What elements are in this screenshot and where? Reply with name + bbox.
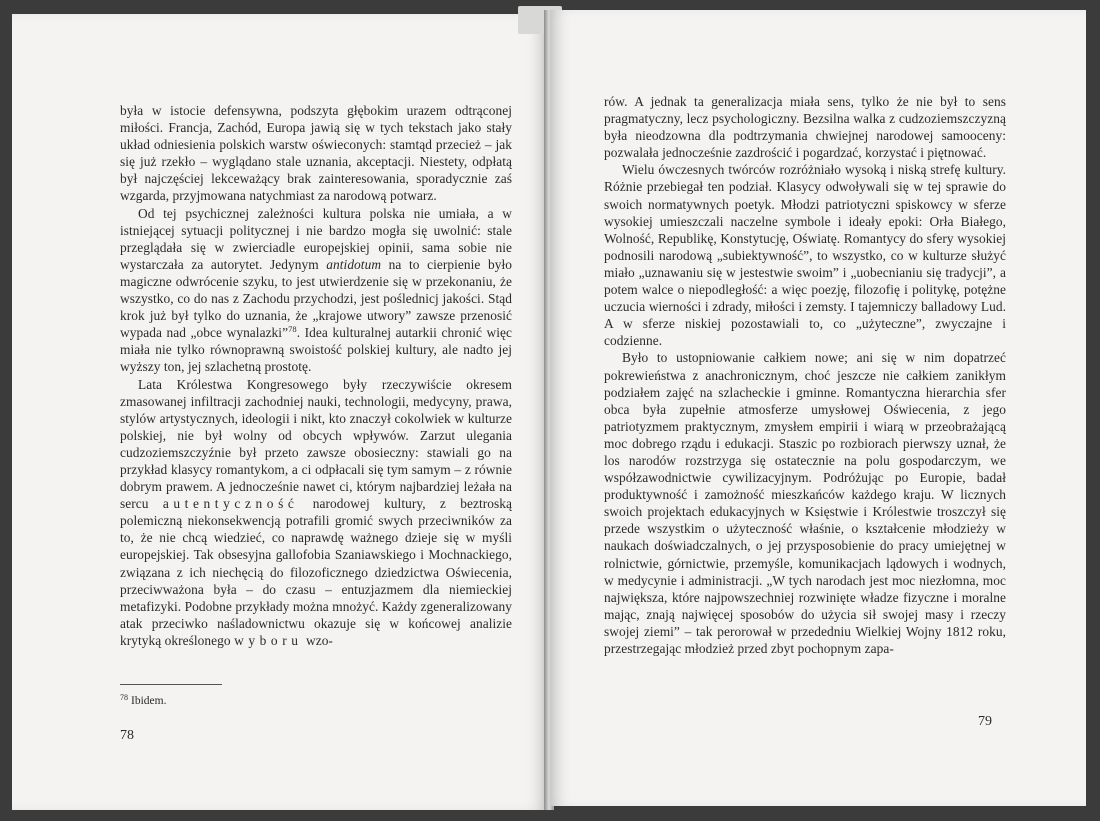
footnote-reference: 78 [288,324,297,335]
text-run: . Idea kulturalnej autarkii chronić więc miała nie tylko równoprawną swoistość polskiej kultury, ale nadto jej wyższy ton, jej szlachetną prostotę. [120,325,512,375]
paragraph [120,102,512,205]
spaced-emphasis: wyboru [234,632,303,648]
italic-term: antidotum [326,256,382,272]
text-run: wzo- [302,632,333,648]
paragraph [604,93,1006,161]
page-number-right: 79 [978,714,992,729]
paragraph [120,205,512,376]
paragraph [604,349,1006,657]
text-run: Od tej psychicznej zależności kultura polska nie umiała, a w istniejącej sytuacji politycznej i nie bardzo mogła się uwolnić: stale przeglądała się w zwierciadle europejskiej opinii, sama sobie nie wystarczała za autorytet. Jedynym [120,205,512,272]
page-number-left: 78 [120,728,134,743]
left-page [12,14,548,810]
text-run: Było to ustopniowanie całkiem nowe; ani się w nim dopatrzeć pokrewieństwa z anachronicznym, choć jeszcze nie całkiem zanikłym podziałem zajęć na szlacheckie i gminne. Romantyczna hierarchia sfer obca była zupełnie atmosferze umysłowej Oświecenia, z jego patriotyzmem praktycznym, zmysłem empirii i wiarą w przeobrażającą moc dobrego rządu i edukacji. Staszic po rozbiorach pierwszy uznał, że los narodów rozstrzyga się ostatecznie na polu gospodarczym, we współzawodnictwie cywilizacyjnym. Podróżując po Europie, badał produktywność i zamożność mieszkańców każdego kraju. W licznych swoich projektach edukacyjnych w Księstwie i Królestwie troszczył się przede wszystkim o użyteczność właśnie, o kształcenie młodzieży w naukach doświadczalnych, o jej przysposobienie do pracy umiejętnej w rolnictwie, górnictwie, przemyśle, komunikacjach lądowych i wodnych, w medycynie i administracji. „W tych narodach jest moc niezłomna, moc największa, które najpowszechniej rozwinięte władze fizyczne i moralne mając, znają najwięcej sposobów do użycia sił swojej masy i rzeczy swojej ziemi” – tak perorował w przededniu Wielkiej Wojny 1812 roku, przestrzegając młodzież przed zbyt pochopnym zapa- [604,350,1006,656]
footnote [120,694,166,708]
right-page-body [604,93,1006,657]
text-run: rów. A jednak ta generalizacja miała sens, tylko że nie był to sens pragmatyczny, lecz psychologiczny. Bezsilna walka z cudzoziemszczyzną była nieodzowna dla podtrzymania chwiejnej narodowej samooceny: pozwalała jednocześnie zazdrościć i pogardzać, korzystać i piętnować. [604,94,1006,161]
footnote-number: 78 [120,693,128,702]
left-page-body [120,102,512,649]
text-run: narodowej kultury, z beztroską polemiczną niekonsekwencją potrafili gromić swych przeciwników za to, że nie chcą wiedzieć, co naprawdę ważnego dzieje się w myśli europejskiej. Tak obsesyjna gallofobia Szaniawskiego i Mochnackiego, związana z ich niechęcią do filozoficznego dziedzictwa Oświecenia, przeciwważona była – do czasu – entuzjazmem dla niemieckiej metafizyki. Podobne przykłady można mnożyć. Każdy zgeneralizowany atak przeciwko naśladownictwu okazuje się w końcowej analizie krytyką określonego [120,496,512,648]
text-run: Lata Królestwa Kongresowego były rzeczywiście okresem zmasowanej infiltracji zachodniej nauki, technologii, medycyny, prawa, stylów artystycznych, ideologii i nikt, kto znaczył cokolwiek w kulturze polskiej, nie był wolny od obcych wpływów. Zarzut ulegania cudzoziemszczyźnie był przeto zawsze obosieczny: stawiali go na przykład klasycy romantykom, a ci odpłacali się tym samym – z równie dobrym prawem. A jednocześnie nawet ci, którym najbardziej leżała na sercu [120,376,512,512]
paragraph [604,161,1006,349]
text-run: Wielu ówczesnych twórców rozróżniało wysoką i niską strefę kultury. Różnie przebiegał ten podział. Klasycy odwoływali się w tej sprawie do swoich normatywnych poetyk. Młodzi patriotyczni spiskowcy w sferze wysokiej umieszczali naczelne symbole i ideały epoki: Orła Białego, Wolność, Republikę, Konstytucję, Oświatę. Romantycy do sfery wysokiej podnosili narodową „subiektywność”, to wszystko, co w kulturze służyć miało „uznawaniu się w jestestwie swoim” i „uobecnianiu się tradycji”, a potem walce o niepodległość: a więc poezję, filozofię i politykę, potężne uczucia wierności i zdrady, miłości i zemsty. I tajemniczy balladowy Lud. A w sferze niskiej pozostawiali to, co „użyteczne”, zwyczajne i codzienne. [604,162,1006,349]
footnote-text: Ibidem. [131,695,167,707]
spaced-emphasis: autentyczność [162,496,299,512]
text-run: na to cierpienie było magiczne odwrócenie szyku, to jest utwierdzenie się w przekonaniu, że wszystko, co do nas z Zachodu przychodzi, jest poślednicj jakości. Stąd krok już był tylko do uznania, że „krajowe utwory” zawsze przenosić wypada nad „obce wynalazki” [120,256,512,341]
right-page [550,10,1086,806]
text-run: była w istocie defensywna, podszyta głębokim urazem odtrąconej miłości. Francja, Zachód, Europa jawią się w tych tekstach jako stały układ odniesienia polskich warstw oświeconych: stamtąd przecież – jak się już rzekło – wyglądano stale uznania, akceptacji. Niestety, odpłatą był najczęściej lekceważący brak zainteresowania, sporadycznie zaś wzgarda, przyjmowana natychmiast za narodową potwarz. [120,103,512,204]
paragraph [120,376,512,650]
footnote-divider [120,684,222,685]
